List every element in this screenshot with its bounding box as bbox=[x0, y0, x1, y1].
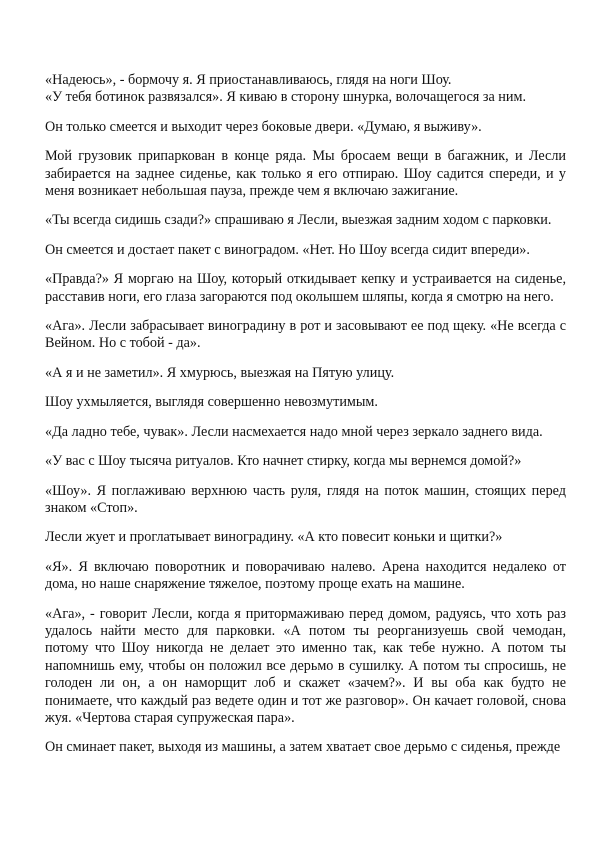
paragraph: «Ага», - говорит Лесли, когда я притормаживаю перед домом, радуясь, что хоть раз удалось найти место для парковки. «А потом ты реорганизуешь свой чемодан, потому что Шоу никогда не делает это именно так, как тебе нужно. А потом ты напомнишь ему, чтобы он положил все дерьмо в сушилку. А потом ты спросишь, не голоден ли он, а он наморщит лоб и скажет «зачем?». И вы оба как будто не понимаете, что каждый раз ведете один и тот же разговор». Он качает головой, снова жуя. «Чертова старая супружеская пара». bbox=[45, 605, 566, 726]
paragraph: «Ты всегда сидишь сзади?» спрашиваю я Лесли, выезжая задним ходом с парковки. bbox=[45, 212, 552, 229]
paragraph: Шоу ухмыляется, выглядя совершенно невозмутимым. bbox=[45, 394, 378, 411]
paragraph: «Надеюсь», - бормочу я. Я приостанавливаюсь, глядя на ноги Шоу. bbox=[45, 72, 452, 88]
paragraph: Он только смеется и выходит через боковые двери. «Думаю, я выживу». bbox=[45, 118, 482, 135]
paragraph: «А я и не заметил». Я хмурюсь, выезжая на Пятую улицу. bbox=[45, 364, 395, 381]
document-page bbox=[45, 72, 566, 769]
paragraph: «Правда?» Я моргаю на Шоу, который откидывает кепку и устраивается на сиденье, расставив ноги, его глаза загораются под околышем шляпы, когда я смотрю на него. bbox=[45, 271, 566, 305]
paragraph: «У вас с Шоу тысяча ритуалов. Кто начнет стирку, когда мы вернемся домой?» bbox=[45, 453, 522, 470]
paragraph: «Ага». Лесли забрасывает виноградину в рот и засовывают ее под щеку. «Не всегда с Вейном. Но с тобой - да». bbox=[45, 318, 566, 352]
paragraph: Лесли жует и проглатывает виноградину. «А кто повесит коньки и щитки?» bbox=[45, 529, 503, 546]
paragraph: «Я». Я включаю поворотник и поворачиваю налево. Арена находится недалеко от дома, но наше снаряжение тяжелое, поэтому проще ехать на машине. bbox=[45, 558, 566, 593]
paragraph: «У тебя ботинок развязался». Я киваю в сторону шнурка, волочащегося за ним. bbox=[45, 89, 527, 106]
paragraph: Мой грузовик припаркован в конце ряда. Мы бросаем вещи в багажник, и Лесли забирается на заднее сиденье, как только я его отпираю. Шоу садится спереди, и у меня возникает небольшая пауза, прежде чем я включаю зажигание. bbox=[45, 148, 566, 200]
paragraph: Он смеется и достает пакет с виноградом. «Нет. Но Шоу всегда сидит впереди». bbox=[45, 241, 530, 258]
paragraph: «Да ладно тебе, чувак». Лесли насмехается надо мной через зеркало заднего вида. bbox=[45, 423, 543, 440]
paragraph: «Шоу». Я поглаживаю верхнюю часть руля, глядя на поток машин, стоящих перед знаком «Стоп». bbox=[45, 482, 566, 516]
paragraph: Он сминает пакет, выходя из машины, а затем хватает свое дерьмо с сиденья, прежде bbox=[45, 739, 561, 756]
